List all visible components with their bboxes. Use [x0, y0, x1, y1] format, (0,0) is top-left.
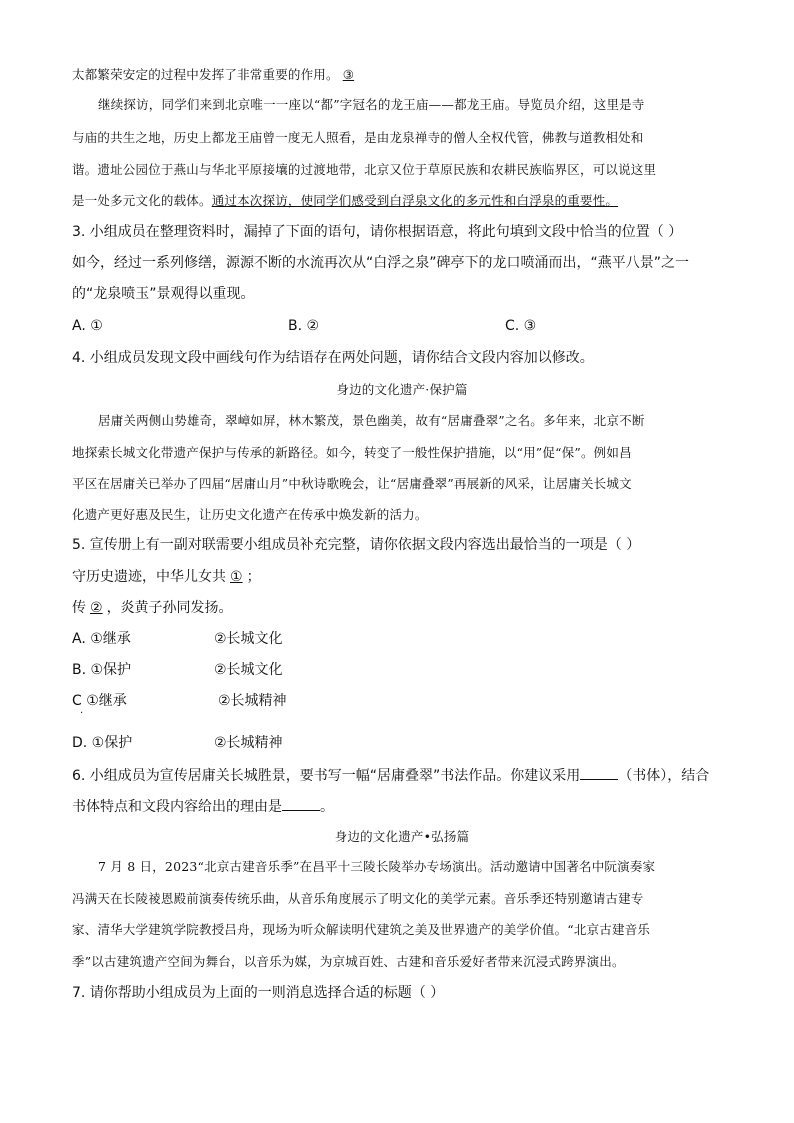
option-a-part2: ②长城文化 [214, 631, 283, 647]
question-6-line-2: 书体特点和文段内容给出的理由是 。 [72, 796, 732, 818]
section-title-promote: 身边的文化遗产•弘扬篇 [334, 829, 470, 844]
section-title-protect: 身边的文化遗产·保护篇 [336, 382, 468, 397]
answer-blank-script[interactable] [580, 765, 618, 780]
passage-line: 冯满天在长陵祾恩殿前演奏传统乐曲，从音乐角度展示了明文化的美学元素。音乐季还特别邀请古建专 [72, 891, 644, 906]
option-c[interactable]: C. ③ [505, 318, 537, 334]
option-c-part2: ②长城精神 [218, 693, 287, 709]
passage-line: 是一处多元文化的载体。通过本次探访，使同学们感受到白浮泉文化的多元性和白浮泉的重要性。 [72, 193, 619, 208]
passage-line: 化遗产更好惠及民生，让历史文化遗产在传承中焕发新的活力。 [72, 507, 428, 522]
passage-line: 与庙的共生之地，历史上都龙王庙曾一度无人照看，是由龙泉禅寺的僧人全权代管，佛教与道教相处和 [72, 130, 644, 145]
couplet-line-1: 守历史遗迹，中华儿女共 ① ； [72, 569, 261, 585]
passage-line: 7 月 8 日，2023“北京古建音乐季”在昌平十三陵长陵举办专场演出。活动邀请中国著名中阮演奏家 [98, 859, 656, 874]
couplet-line-2: 传 ② ，炎黄子孙同发扬。 [72, 600, 233, 616]
question-6-line-1: 6. 小组成员为宣传居庸关长城胜景，要书写一幅“居庸叠翠”书法作品。你建议采用 （书体），结合 [72, 765, 732, 787]
couplet-blank-1: ① [230, 569, 243, 585]
couplet-blank-2: ② [90, 600, 103, 616]
option-a[interactable]: A. ① [72, 318, 103, 334]
question-7-stem: 7. 请你帮助小组成员为上面的一则消息选择合适的标题（ ） [72, 985, 445, 1001]
option-a[interactable]: A. ①继承 [72, 631, 131, 647]
option-c[interactable]: C ①继承 [72, 693, 127, 709]
passage-line: 地探索长城文化带遗产保护与传承的新路径。如今，转变了一般性保护措施，以“用”促“保”。例如昌 [72, 445, 632, 460]
option-d[interactable]: D. ①保护 [72, 735, 133, 751]
question-3-sentence: 如今，经过一系列修缮，源源不断的水流再次从“白浮之泉”碑亭下的龙口喷涌而出，“燕平八景”之一 [72, 255, 690, 271]
question-5-stem: 5. 宣传册上有一副对联需要小组成员补充完整，请你依据文段内容选出最恰当的一项是（ ） [72, 537, 641, 553]
passage-line: 继续探访，同学们来到北京唯一一座以“都”字冠名的龙王庙——都龙王庙。导览员介绍，这里是寺 [98, 97, 645, 112]
option-b[interactable]: B. ② [288, 318, 320, 334]
stray-dot: · [80, 708, 84, 719]
option-d-part2: ②长城精神 [214, 735, 283, 751]
passage-line: 太都繁荣安定的过程中发挥了非常重要的作用。 ③ [72, 64, 732, 86]
underlined-conclusion: 通过本次探访，使同学们感受到白浮泉文化的多元性和白浮泉的重要性。 [211, 193, 619, 208]
answer-blank-reason[interactable] [282, 796, 320, 811]
passage-line: 季”以古建筑遗产空间为舞台，以音乐为媒，为京城百姓、古建和音乐爱好者带来沉浸式跨界演出。 [72, 954, 625, 969]
passage-line: 居庸关两侧山势雄奇，翠嶂如屏，林木繁茂，景色幽美，故有“居庸叠翠”之名。多年来，北京不断 [98, 413, 645, 428]
passage-line: 谐。遗址公园位于燕山与华北平原接壤的过渡地带，北京又位于草原民族和农耕民族临界区，可以说这里 [72, 162, 657, 177]
question-3-sentence: 的“龙泉喷玉”景观得以重现。 [72, 286, 255, 302]
question-4-stem: 4. 小组成员发现文段中画线句作为结语存在两处问题，请你结合文段内容加以修改。 [72, 350, 594, 366]
passage-line: 家、清华大学建筑学院教授吕舟，现场为听众解读明代建筑之美及世界遗产的美学价值。“北京古建音乐 [72, 922, 651, 937]
option-b[interactable]: B. ①保护 [72, 662, 132, 678]
question-3-stem: 3. 小组成员在整理资料时，漏掉了下面的语句，请你根据语意，将此句填到文段中恰当的位置（ ） [72, 224, 683, 240]
passage-line: 平区在居庸关已举办了四届“居庸山月”中秋诗歌晚会，让“居庸叠翠”再展新的风采，让居庸关长城文 [72, 476, 632, 491]
option-b-part2: ②长城文化 [214, 662, 283, 678]
blank-3: ③ [342, 67, 355, 82]
